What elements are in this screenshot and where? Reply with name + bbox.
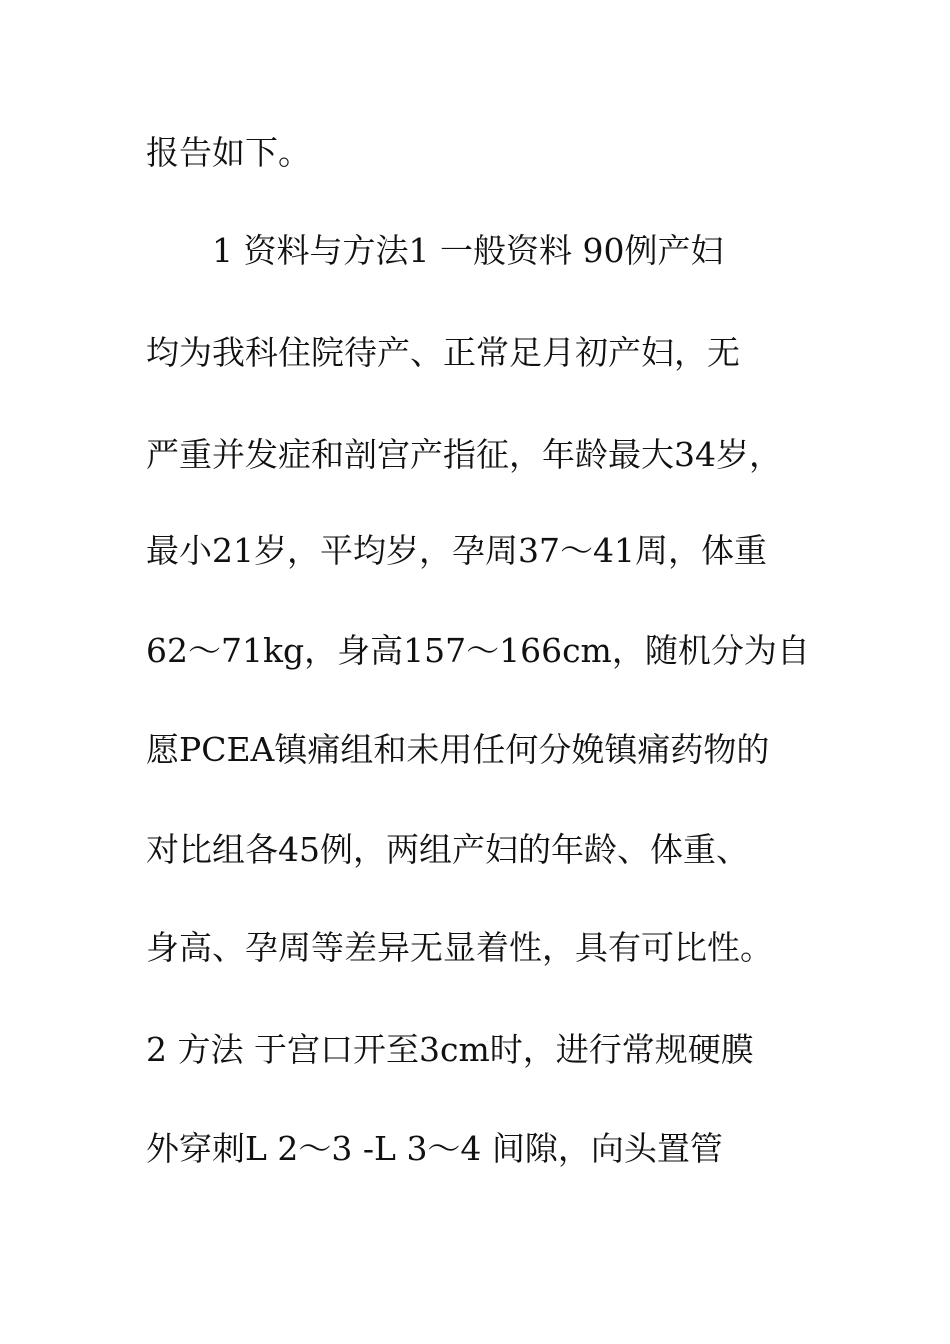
text-line: 身高、孕周等差异无显着性，具有可比性。: [146, 928, 773, 967]
text-line: 1 资料与方法1 一般资料 90例产妇: [212, 231, 724, 270]
text-line: 2 方法 于宫口开至3cm时，进行常规硬膜: [146, 1030, 754, 1069]
text-line: 最小21岁，平均岁，孕周37～41周，体重: [146, 531, 767, 570]
text-line: 外穿刺L 2～3 -L 3～4 间隙，向头置管: [146, 1129, 723, 1168]
text-line: 严重并发症和剖宫产指征，年龄最大34岁，: [146, 435, 782, 474]
text-line: 均为我科住院待产、正常足月初产妇，无: [146, 333, 740, 372]
text-line: 62～71kg，身高157～166cm，随机分为自: [146, 631, 810, 670]
text-line: 愿PCEA镇痛组和未用任何分娩镇痛药物的: [146, 730, 770, 769]
text-line: 对比组各45例，两组产妇的年龄、体重、: [146, 830, 749, 869]
text-line: 报告如下。: [146, 133, 311, 172]
